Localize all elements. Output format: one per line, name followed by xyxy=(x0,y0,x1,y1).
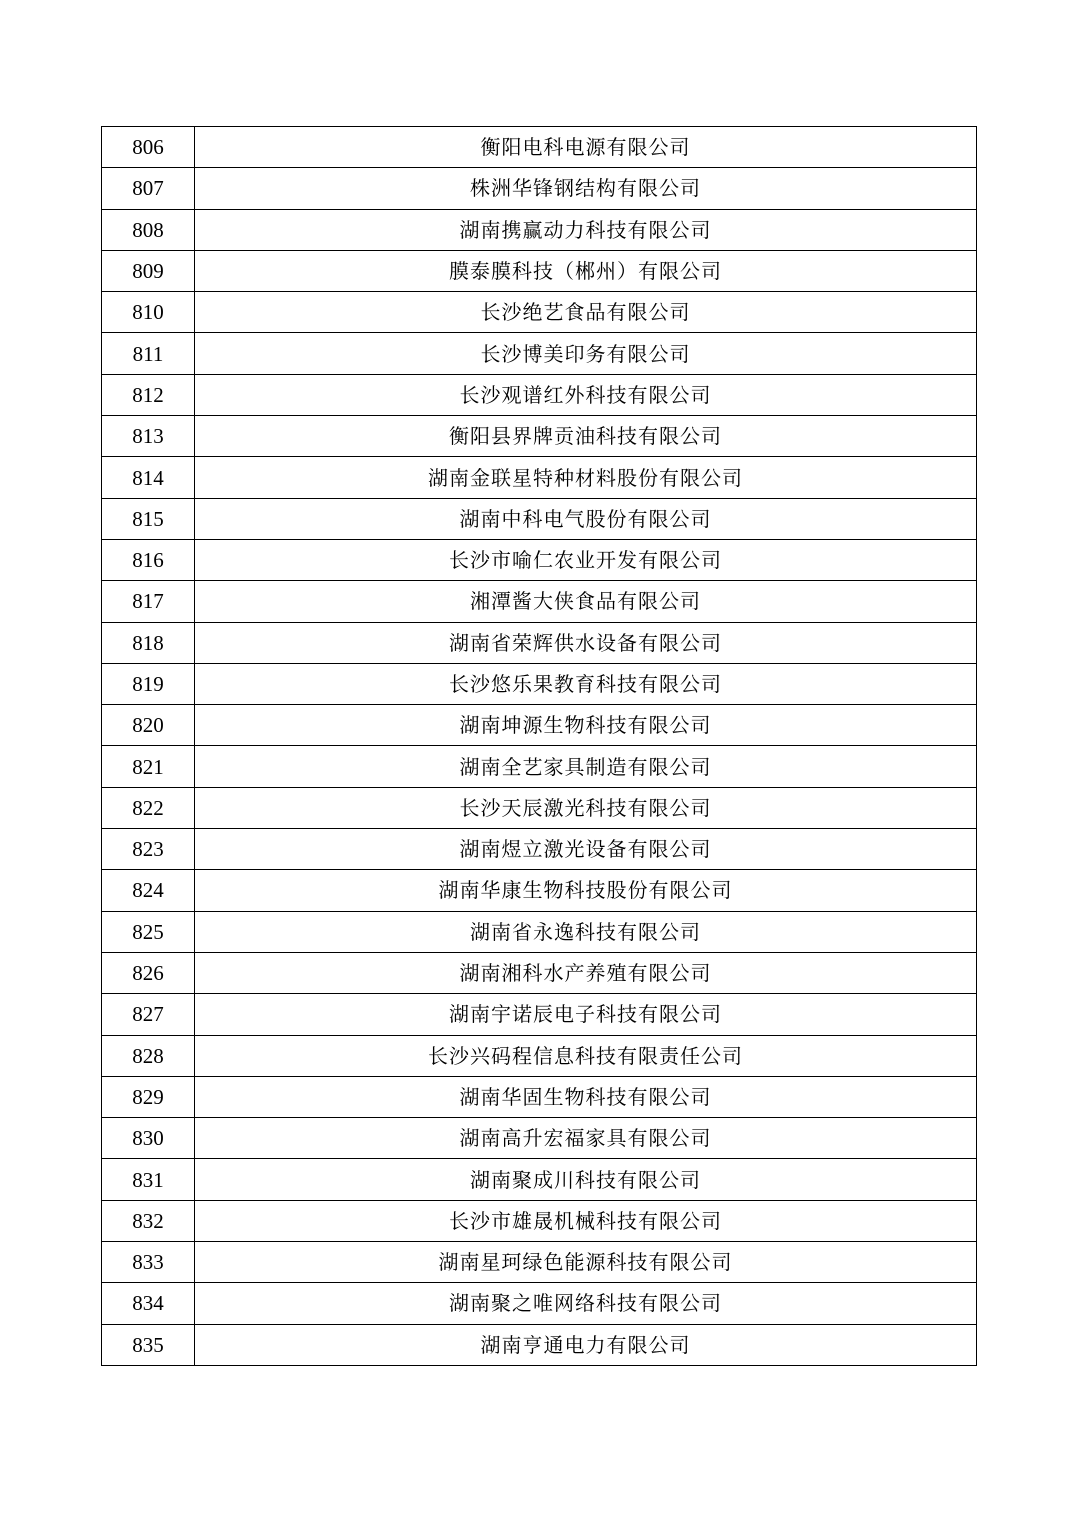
table-row xyxy=(102,416,977,457)
company-name-cell: 长沙观谱红外科技有限公司 xyxy=(195,374,977,415)
row-number-cell: 820 xyxy=(102,705,195,746)
row-number-cell: 822 xyxy=(102,787,195,828)
table-row xyxy=(102,870,977,911)
company-name-cell: 衡阳电科电源有限公司 xyxy=(195,127,977,168)
table-row xyxy=(102,1118,977,1159)
row-number-cell: 824 xyxy=(102,870,195,911)
company-name-cell: 湖南高升宏福家具有限公司 xyxy=(195,1118,977,1159)
company-name-cell: 湖南坤源生物科技有限公司 xyxy=(195,705,977,746)
row-number-cell: 812 xyxy=(102,374,195,415)
row-number-cell: 823 xyxy=(102,829,195,870)
table-row xyxy=(102,1035,977,1076)
row-number-cell: 818 xyxy=(102,622,195,663)
company-name-cell: 长沙悠乐果教育科技有限公司 xyxy=(195,663,977,704)
row-number-cell: 828 xyxy=(102,1035,195,1076)
table-row xyxy=(102,1242,977,1283)
table-row xyxy=(102,1283,977,1324)
company-name-cell: 长沙市雄晟机械科技有限公司 xyxy=(195,1200,977,1241)
table-row xyxy=(102,168,977,209)
row-number-cell: 821 xyxy=(102,746,195,787)
table-row xyxy=(102,333,977,374)
row-number-cell: 808 xyxy=(102,209,195,250)
table-row xyxy=(102,746,977,787)
row-number-cell: 815 xyxy=(102,498,195,539)
table-row xyxy=(102,787,977,828)
company-name-cell: 湖南华固生物科技有限公司 xyxy=(195,1076,977,1117)
table-row xyxy=(102,127,977,168)
table-row xyxy=(102,829,977,870)
company-name-cell: 膜泰膜科技（郴州）有限公司 xyxy=(195,250,977,291)
company-name-cell: 湖南星珂绿色能源科技有限公司 xyxy=(195,1242,977,1283)
table-row xyxy=(102,911,977,952)
company-name-cell: 湖南省荣辉供水设备有限公司 xyxy=(195,622,977,663)
company-name-cell: 湖南华康生物科技股份有限公司 xyxy=(195,870,977,911)
row-number-cell: 833 xyxy=(102,1242,195,1283)
company-name-cell: 长沙市喻仁农业开发有限公司 xyxy=(195,539,977,580)
company-name-cell: 湖南省永逸科技有限公司 xyxy=(195,911,977,952)
table-row xyxy=(102,581,977,622)
row-number-cell: 834 xyxy=(102,1283,195,1324)
row-number-cell: 813 xyxy=(102,416,195,457)
company-name-cell: 长沙博美印务有限公司 xyxy=(195,333,977,374)
row-number-cell: 819 xyxy=(102,663,195,704)
company-name-cell: 湖南全艺家具制造有限公司 xyxy=(195,746,977,787)
row-number-cell: 811 xyxy=(102,333,195,374)
company-name-cell: 湖南湘科水产养殖有限公司 xyxy=(195,952,977,993)
company-name-cell: 株洲华锋钢结构有限公司 xyxy=(195,168,977,209)
table-row xyxy=(102,1076,977,1117)
table-row xyxy=(102,622,977,663)
row-number-cell: 832 xyxy=(102,1200,195,1241)
table-row xyxy=(102,1324,977,1365)
table-row xyxy=(102,374,977,415)
table-row xyxy=(102,1159,977,1200)
row-number-cell: 817 xyxy=(102,581,195,622)
company-name-cell: 衡阳县界牌贡油科技有限公司 xyxy=(195,416,977,457)
company-name-cell: 湖南亨通电力有限公司 xyxy=(195,1324,977,1365)
company-name-cell: 长沙天辰激光科技有限公司 xyxy=(195,787,977,828)
company-name-cell: 长沙绝艺食品有限公司 xyxy=(195,292,977,333)
company-name-cell: 湖南聚成川科技有限公司 xyxy=(195,1159,977,1200)
company-name-cell: 湖南聚之唯网络科技有限公司 xyxy=(195,1283,977,1324)
table-row xyxy=(102,539,977,580)
company-name-cell: 湖南煜立激光设备有限公司 xyxy=(195,829,977,870)
row-number-cell: 835 xyxy=(102,1324,195,1365)
company-name-cell: 湖南宇诺辰电子科技有限公司 xyxy=(195,994,977,1035)
table-row xyxy=(102,209,977,250)
table-row xyxy=(102,994,977,1035)
row-number-cell: 829 xyxy=(102,1076,195,1117)
table-row xyxy=(102,250,977,291)
table-row xyxy=(102,498,977,539)
row-number-cell: 830 xyxy=(102,1118,195,1159)
row-number-cell: 807 xyxy=(102,168,195,209)
row-number-cell: 831 xyxy=(102,1159,195,1200)
table-row xyxy=(102,952,977,993)
row-number-cell: 825 xyxy=(102,911,195,952)
company-name-cell: 湖南金联星特种材料股份有限公司 xyxy=(195,457,977,498)
table-row xyxy=(102,292,977,333)
row-number-cell: 826 xyxy=(102,952,195,993)
company-name-cell: 长沙兴码程信息科技有限责任公司 xyxy=(195,1035,977,1076)
row-number-cell: 810 xyxy=(102,292,195,333)
company-name-cell: 湖南中科电气股份有限公司 xyxy=(195,498,977,539)
company-list-table xyxy=(101,126,977,1366)
table-body xyxy=(102,127,977,1366)
table-row xyxy=(102,457,977,498)
table-row xyxy=(102,663,977,704)
company-name-cell: 湘潭酱大侠食品有限公司 xyxy=(195,581,977,622)
row-number-cell: 806 xyxy=(102,127,195,168)
row-number-cell: 814 xyxy=(102,457,195,498)
table-row xyxy=(102,705,977,746)
row-number-cell: 809 xyxy=(102,250,195,291)
company-name-cell: 湖南携赢动力科技有限公司 xyxy=(195,209,977,250)
row-number-cell: 827 xyxy=(102,994,195,1035)
row-number-cell: 816 xyxy=(102,539,195,580)
table-row xyxy=(102,1200,977,1241)
